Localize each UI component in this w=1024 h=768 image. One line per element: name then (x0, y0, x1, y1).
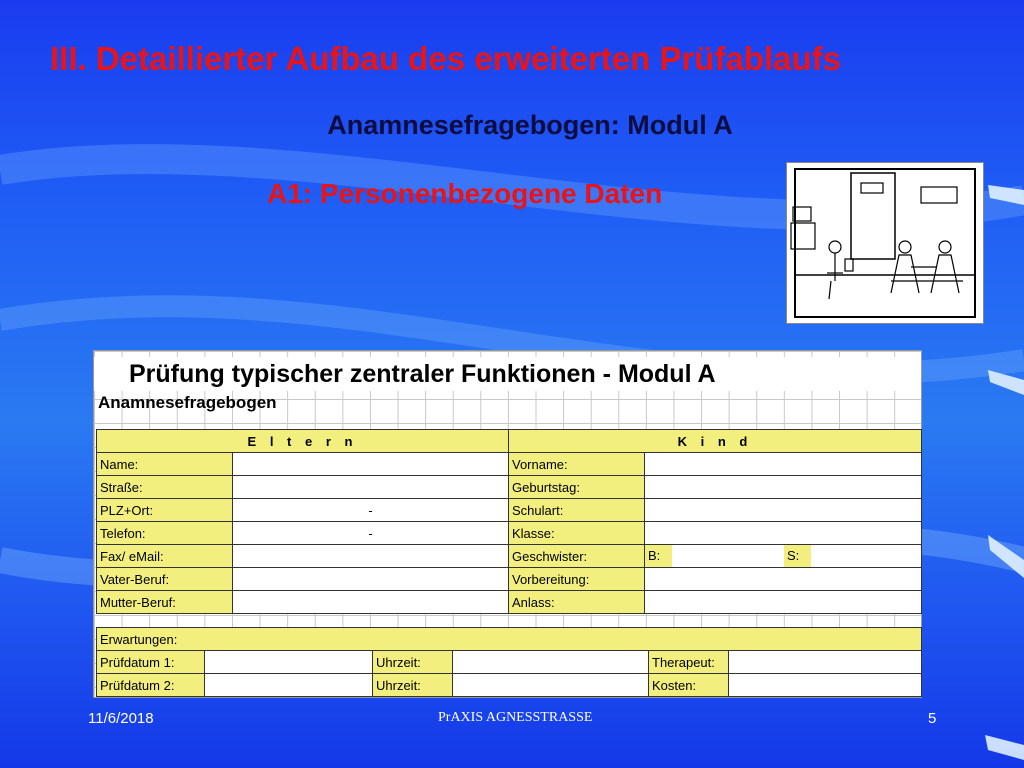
siblings-b-label: B: (645, 545, 672, 567)
parents-header: E l t e r n (97, 430, 509, 453)
input-cell[interactable] (645, 476, 922, 499)
therapist-label: Therapeut: (649, 651, 729, 674)
row-label-left: Vater-Beruf: (97, 568, 233, 591)
footer-date: 11/6/2018 (88, 710, 154, 727)
slide-title: III. Detaillierter Aufbau des erweiterten Prüfablaufs (50, 40, 841, 77)
slide-subtitle: Anamnesefragebogen: Modul A (327, 110, 733, 140)
row-label-left: Name: (97, 453, 233, 476)
row-label-right: Klasse: (509, 522, 645, 545)
time-field[interactable] (453, 674, 649, 697)
input-cell[interactable] (645, 453, 922, 476)
time-label: Uhrzeit: (373, 651, 453, 674)
input-cell[interactable] (645, 522, 922, 545)
input-cell[interactable] (645, 568, 922, 591)
therapist-field[interactable] (729, 651, 922, 674)
row-label-right: Geschwister: (509, 545, 645, 568)
test-date-label: Prüfdatum 1: (97, 651, 205, 674)
row-label-right: Vorbereitung: (509, 568, 645, 591)
row-label-left: Mutter-Beruf: (97, 591, 233, 614)
row-label-right: Anlass: (509, 591, 645, 614)
input-cell[interactable] (233, 591, 509, 614)
form-heading: Prüfung typischer zentraler Funktionen - Modul A (94, 357, 921, 391)
time-field[interactable] (453, 651, 649, 674)
input-cell[interactable] (645, 499, 922, 522)
personal-data-table (96, 429, 922, 614)
row-label-left: Straße: (97, 476, 233, 499)
time-label: Uhrzeit: (373, 674, 453, 697)
input-cell[interactable] (233, 545, 509, 568)
row-label-left: Fax/ eMail: (97, 545, 233, 568)
siblings-s-label: S: (784, 545, 811, 567)
test-date-field[interactable] (205, 651, 373, 674)
questionnaire-form (93, 350, 922, 698)
expectations-label: Erwartungen: (97, 628, 922, 651)
input-cell[interactable] (645, 591, 922, 614)
office-clipart (786, 162, 984, 324)
costs-label: Kosten: (649, 674, 729, 697)
input-cell[interactable] (233, 476, 509, 499)
siblings-b-field[interactable] (672, 545, 784, 567)
siblings-s-field[interactable] (811, 545, 921, 567)
row-label-left: Telefon: (97, 522, 233, 545)
input-cell[interactable]: - (233, 499, 509, 522)
row-label-right: Geburtstag: (509, 476, 645, 499)
row-label-right: Schulart: (509, 499, 645, 522)
office-illustration-icon (787, 163, 983, 323)
siblings-cell[interactable] (645, 545, 922, 568)
footer-center-text: PrAXIS AGNESSTRASSE (438, 710, 593, 725)
row-label-right: Vorname: (509, 453, 645, 476)
page-number: 5 (928, 710, 937, 727)
test-date-label: Prüfdatum 2: (97, 674, 205, 697)
appointment-table (96, 627, 922, 697)
form-subheading: Anamnesefragebogen (98, 393, 277, 412)
input-cell[interactable] (233, 568, 509, 591)
child-header: K i n d (509, 430, 922, 453)
input-cell[interactable]: - (233, 522, 509, 545)
section-title: A1: Personenbezogene Daten (267, 178, 663, 209)
costs-field[interactable] (729, 674, 922, 697)
test-date-field[interactable] (205, 674, 373, 697)
input-cell[interactable] (233, 453, 509, 476)
row-label-left: PLZ+Ort: (97, 499, 233, 522)
